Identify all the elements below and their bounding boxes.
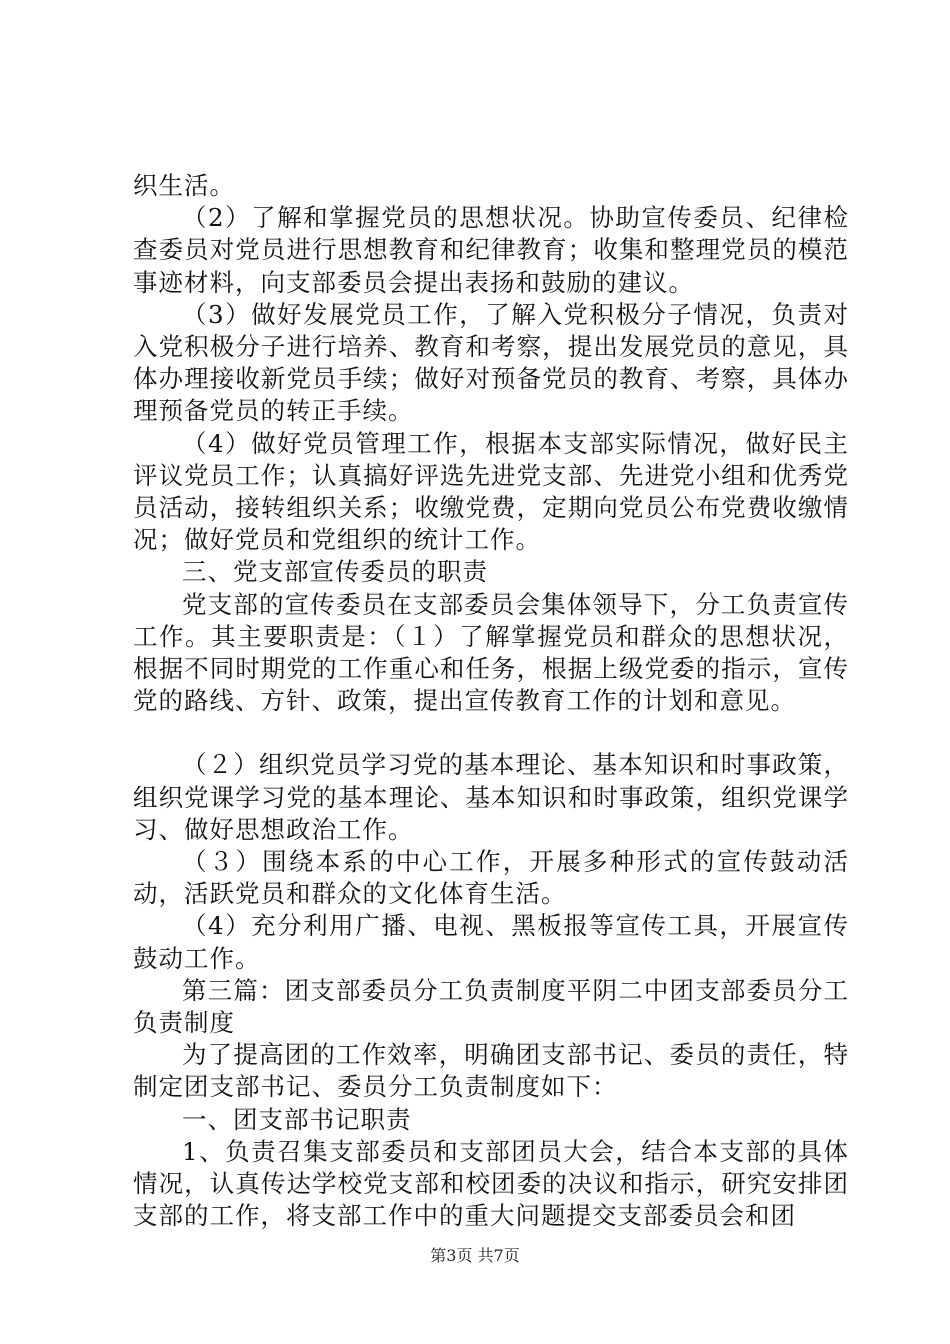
paragraph-2: （2）了解和掌握党员的思想状况。协助宣传委员、纪律检查委员对党员进行思想教育和纪律教育；收集和整理党员的模范事迹材料，向支部委员会提出表扬和鼓励的建议。 [133, 203, 849, 297]
paragraph-4: （4）做好党员管理工作，根据本支部实际情况，做好民主评议党员工作；认真搞好评选先进党支部、先进党小组和优秀党员活动，接转组织关系；收缴党费，定期向党员公布党费收缴情况；做好党员和党组织的统计工作。 [133, 428, 849, 555]
paragraph-11: 为了提高团的工作效率，明确团支部书记、委员的责任，特制定团支部书记、委员分工负责制度如下： [133, 1040, 849, 1102]
paragraph-1: 织生活。 [133, 171, 235, 200]
paragraph-6: 党支部的宣传委员在支部委员会集体领导下，分工负责宣传工作。其主要职责是：（１）了解掌握党员和群众的思想状况，根据不同时期党的工作重心和任务，根据上级党委的指示，宣传党的路线、方针、政策，提出宣传教育工作的计划和意见。 [133, 589, 849, 716]
paragraph-3: （3）做好发展党员工作，了解入党积极分子情况，负责对入党积极分子进行培养、教育和考察，提出发展党员的意见，具体办理接收新党员手续；做好对预备党员的教育、考察，具体办理预备党员的转正手续。 [133, 299, 849, 426]
paragraph-7: （２）组织党员学习党的基本理论、基本知识和时事政策，组织党课学习党的基本理论、基本知识和时事政策，组织党课学习、做好思想政治工作。 [133, 750, 849, 844]
paragraph-9: （4）充分利用广播、电视、黑板报等宣传工具，开展宣传鼓动工作。 [133, 911, 849, 973]
paragraph-8: （３）围绕本系的中心工作，开展多种形式的宣传鼓动活动，活跃党员和群众的文化体育生活。 [133, 847, 849, 909]
page-footer: 第3页 共7页 [430, 1246, 520, 1265]
section-heading-third-article: 第三篇：团支部委员分工负责制度平阴二中团支部委员分工负责制度 [133, 975, 849, 1038]
section-heading-propaganda: 三、党支部宣传委员的职责 [182, 557, 488, 587]
paragraph-13: 1、负责召集支部委员和支部团员大会，结合本支部的具体情况，认真传达学校党支部和校团委的决议和指示，研究安排团支部的工作，将支部工作中的重大问题提交支部委员会和团 [133, 1136, 849, 1231]
blank-line [133, 717, 849, 749]
section-heading-secretary: 一、团支部书记职责 [182, 1104, 412, 1134]
document-body [133, 170, 849, 1233]
